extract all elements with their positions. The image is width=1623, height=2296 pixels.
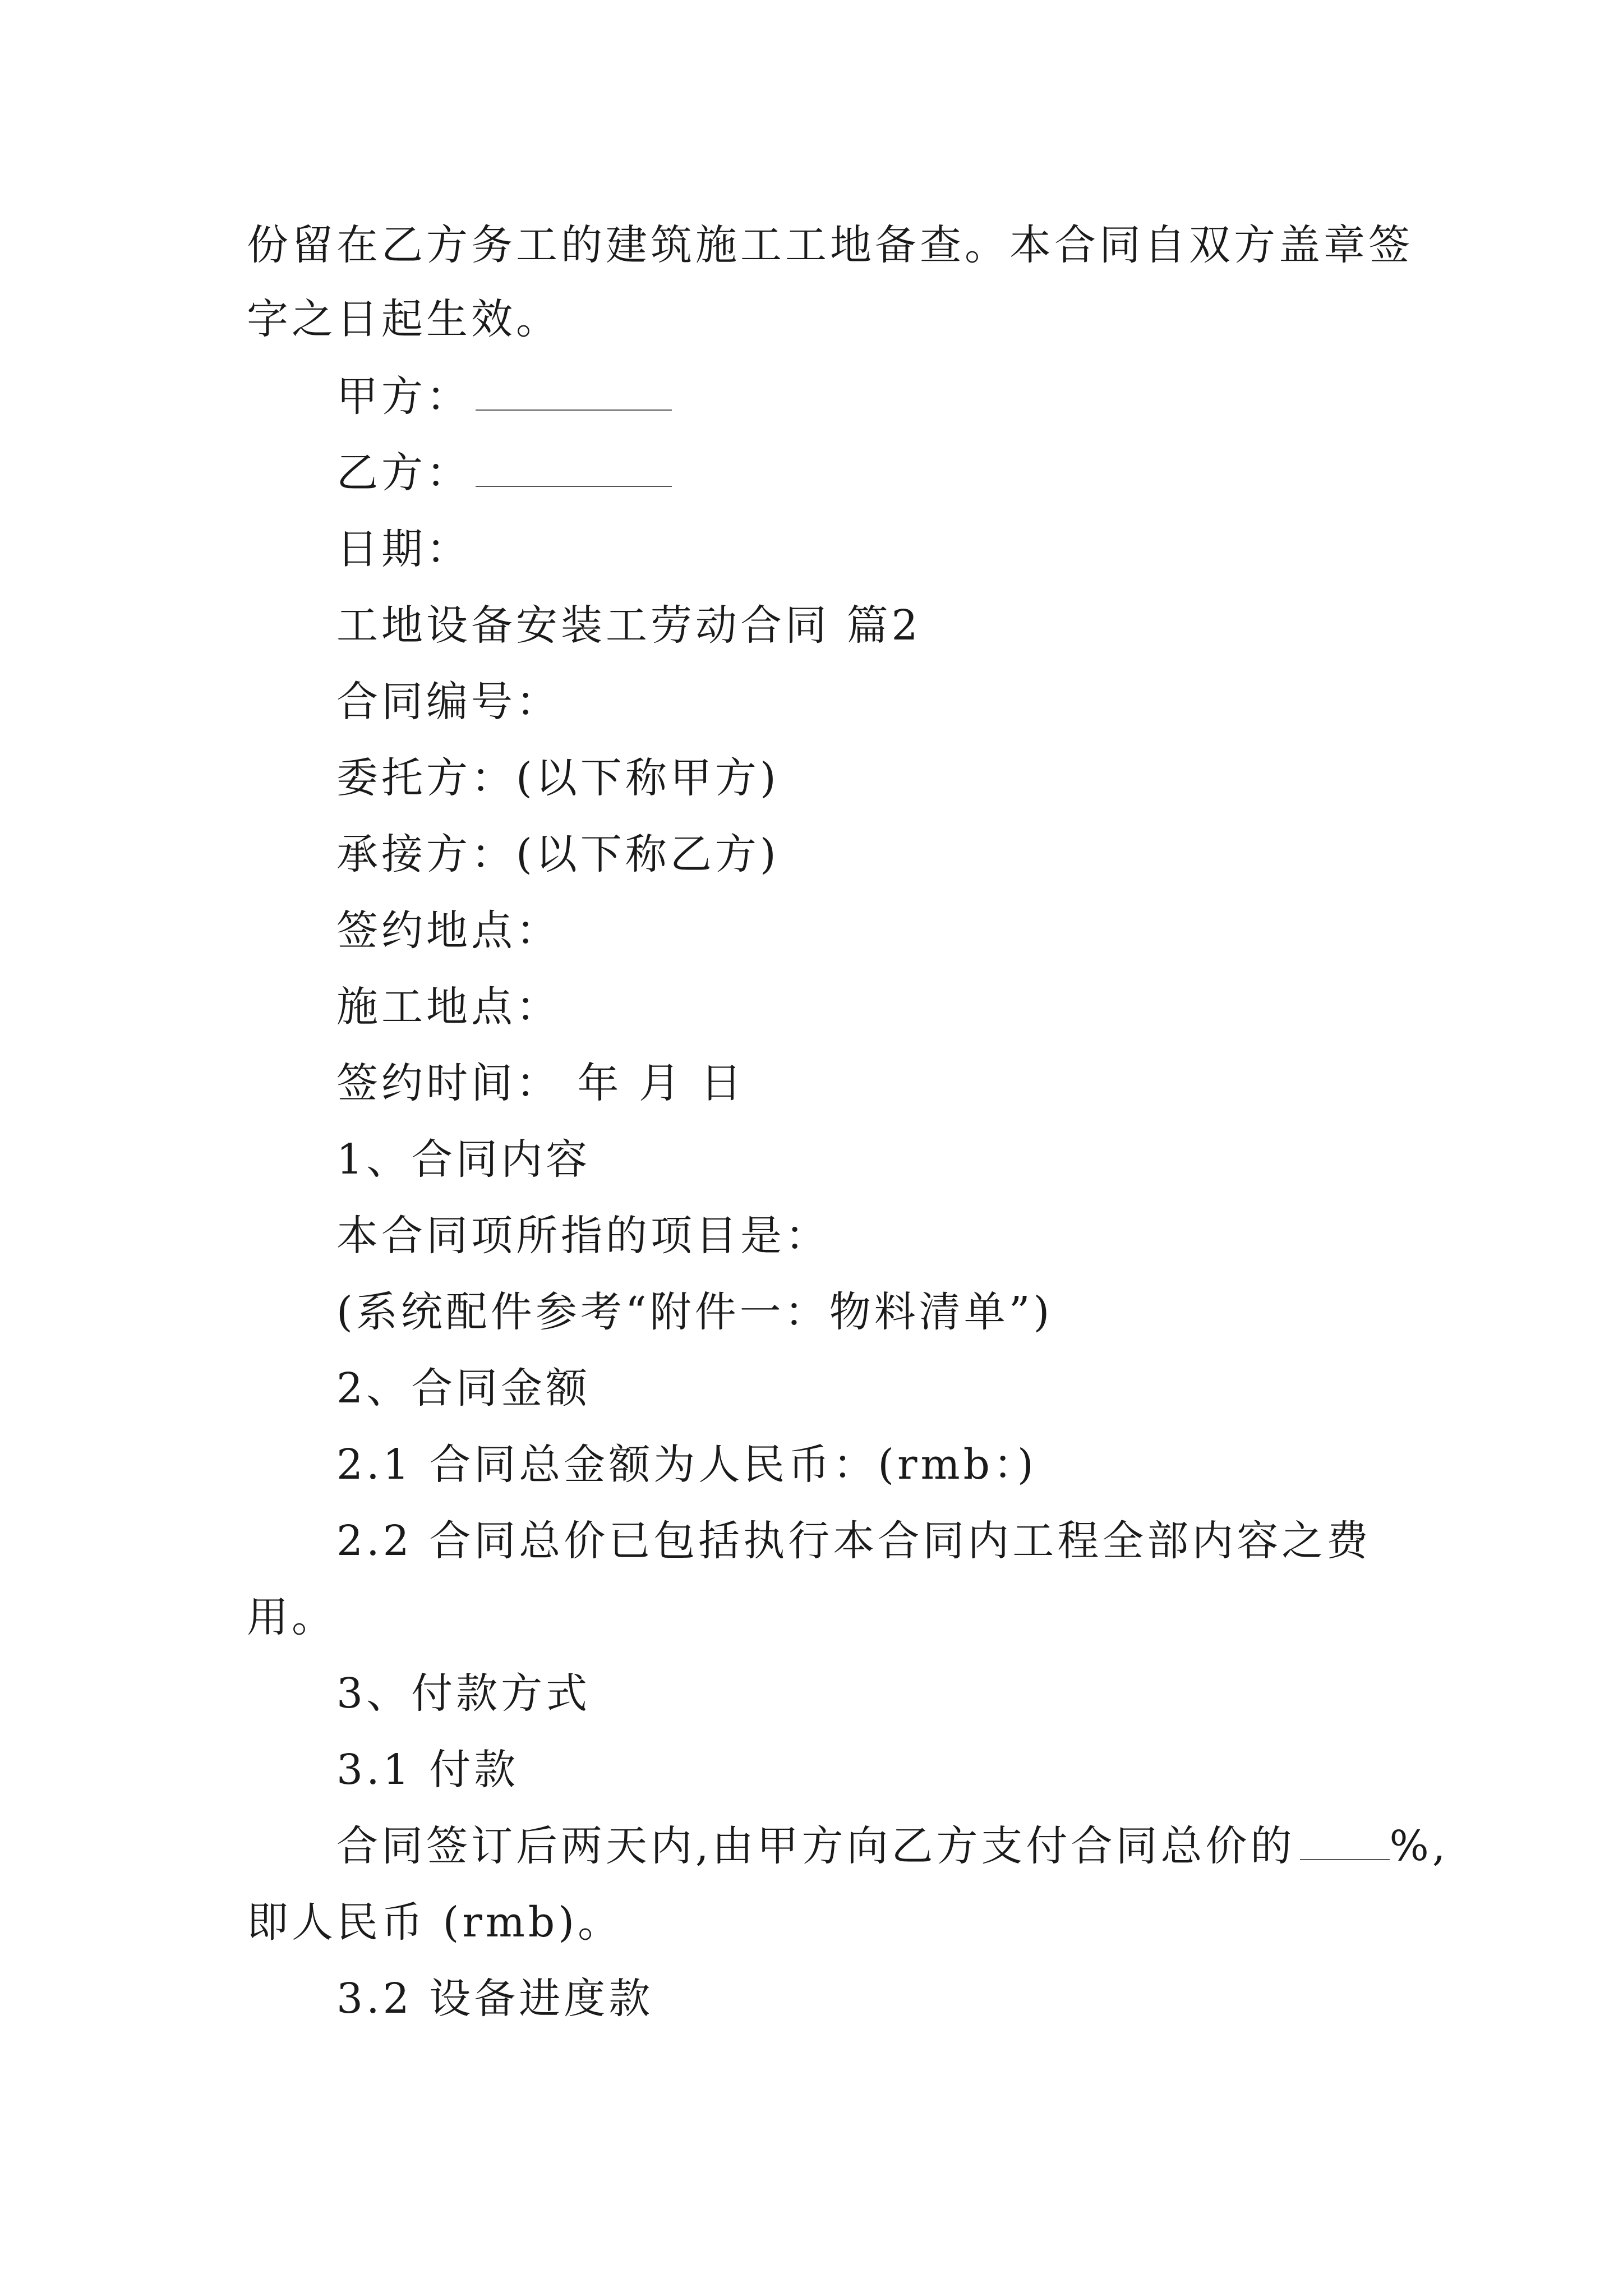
paragraph-line: 2.1 合同总金额为人民币：(rmb：) <box>336 1441 1037 1489</box>
percentage-blank <box>1300 1856 1390 1860</box>
subheading-equipment-progress: 3.2 设备进度款 <box>336 1975 654 2023</box>
party-a-line <box>336 372 672 421</box>
paragraph-line: (系统配件参考“附件一：物料清单”) <box>336 1288 1053 1336</box>
party-a-label: 甲方： <box>336 372 471 421</box>
party-a-blank <box>476 406 672 411</box>
percent-sign: %, <box>1389 1822 1449 1870</box>
signing-place-label: 签约地点： <box>336 907 561 955</box>
paragraph-line: 字之日起生效。 <box>247 295 561 343</box>
paragraph-line: 份留在乙方务工的建筑施工工地备查。本合同自双方盖章签 <box>247 221 1413 269</box>
contract-number-label: 合同编号： <box>336 678 561 726</box>
heading-contract-content: 1、合同内容 <box>336 1135 591 1184</box>
payment-terms-text: 合同签订后两天内,由甲方向乙方支付合同总价的 <box>336 1822 1295 1870</box>
signing-time-label: 签约时间： 年 月 日 <box>336 1059 745 1107</box>
party-b-label: 乙方： <box>336 449 471 497</box>
party-b-line <box>336 449 672 497</box>
contractor-label: 承接方：(以下称乙方) <box>336 830 780 878</box>
heading-contract-amount: 2、合同金额 <box>336 1364 591 1412</box>
party-b-blank <box>476 482 672 487</box>
paragraph-line: 2.2 合同总价已包括执行本合同内工程全部内容之费 <box>336 1517 1372 1565</box>
construction-site-label: 施工地点： <box>336 983 561 1031</box>
paragraph-line: 用。 <box>247 1593 336 1641</box>
payment-terms-line <box>336 1822 1449 1870</box>
client-label: 委托方：(以下称甲方) <box>336 754 780 802</box>
heading-payment-method: 3、付款方式 <box>336 1669 591 1718</box>
section-title: 工地设备安装工劳动合同 篇2 <box>336 601 921 650</box>
subheading-payment: 3.1 付款 <box>336 1746 519 1794</box>
paragraph-line: 即人民币 (rmb)。 <box>247 1898 623 1947</box>
date-label: 日期： <box>336 525 471 573</box>
paragraph-line: 本合同项所指的项目是： <box>336 1212 830 1260</box>
